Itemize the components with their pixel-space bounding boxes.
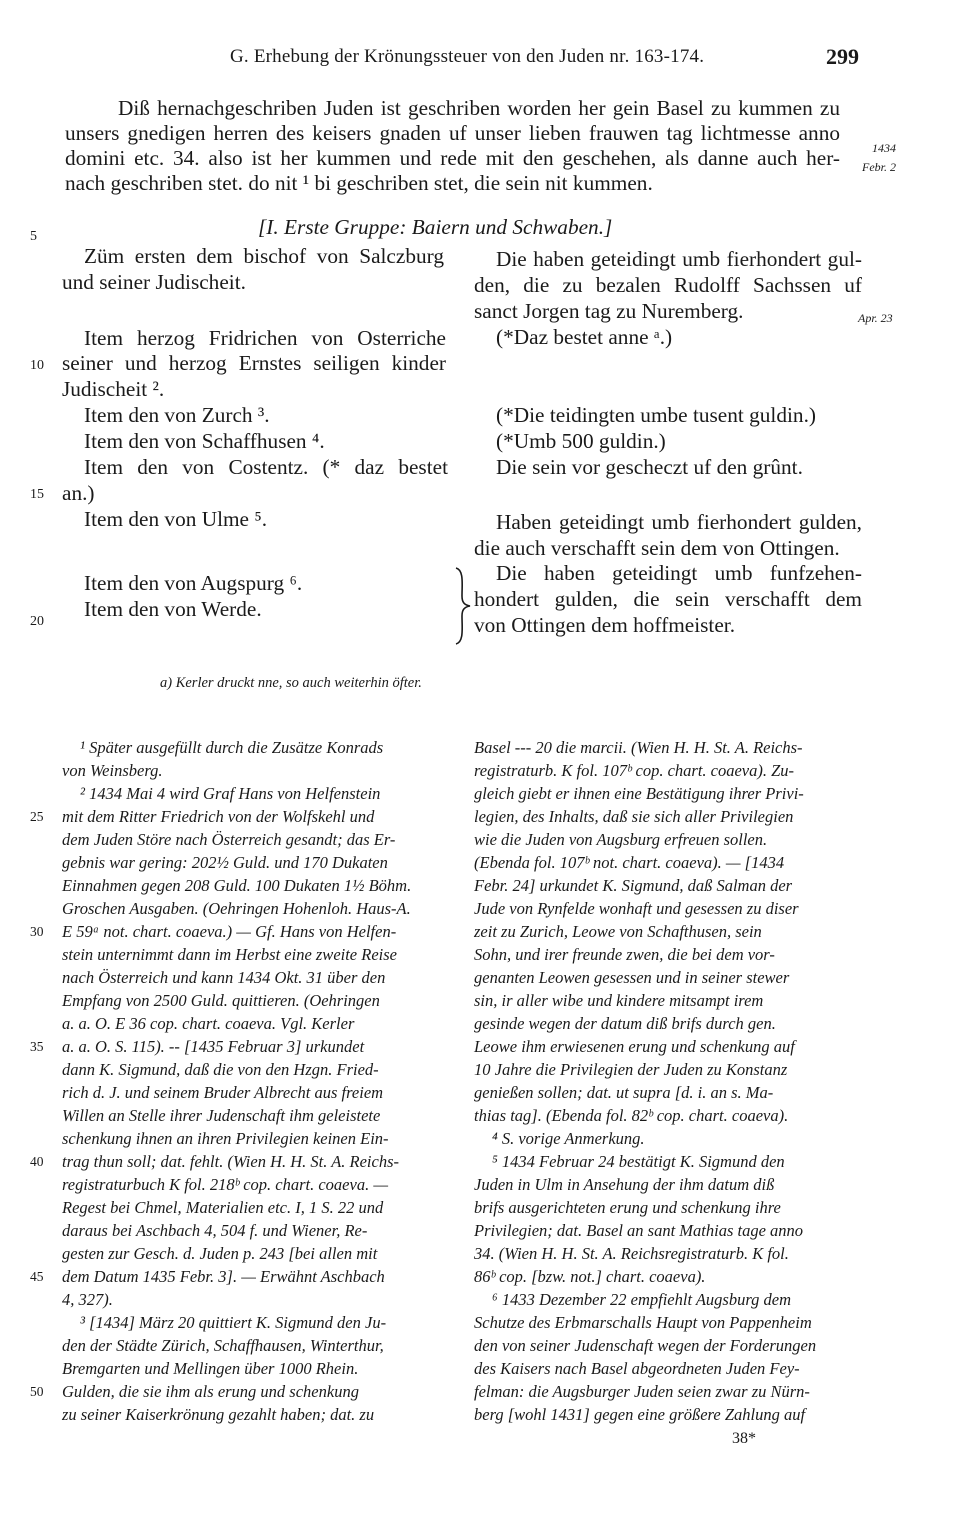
left-column-line: Item den von Werde. bbox=[84, 597, 262, 621]
footnote-line: Willen an Stelle ihrer Judenschaft ihm geleistete bbox=[62, 1106, 381, 1125]
right-column-line: (*Die teidingten umbe tusent guldin.) bbox=[496, 403, 816, 427]
left-column-line: Item den von Augspurg ⁶. bbox=[84, 571, 303, 595]
footnote-line: Febr. 24] urkundet K. Sigmund, daß Salman der bbox=[474, 876, 793, 895]
left-column-line: Züm ersten dem bischof von Salczburg bbox=[84, 244, 444, 268]
footnote-line: a. a. O. E 36 cop. chart. coaeva. Vgl. Kerler bbox=[62, 1014, 355, 1033]
right-column-line: Die haben geteidingt umb fierhondert gul- bbox=[496, 247, 862, 271]
intro-line: domini etc. 34. also ist her kummen und rede mit den geschehen, als danne auch her- bbox=[65, 146, 840, 170]
line-number: 5 bbox=[30, 229, 37, 244]
footnote-line: mit dem Ritter Friedrich von der Wolfskehl und bbox=[62, 807, 375, 826]
footnote-line: Empfang von 2500 Guld. quittieren. (Oehringen bbox=[62, 991, 380, 1010]
right-column-line: hondert gulden, die sein verschafft dem bbox=[474, 587, 862, 611]
footnote-line: stein unternimmt dann im Herbst eine zweite Reise bbox=[62, 945, 397, 964]
footnote-line: Bremgarten und Mellingen über 1000 Rhein. bbox=[62, 1359, 359, 1378]
footnote-line: (Ebenda fol. 107ᵇ not. chart. coaeva). — [1434 bbox=[474, 853, 785, 872]
footnote-line: ⁵ 1434 Februar 24 bestätigt K. Sigmund den bbox=[492, 1152, 785, 1171]
footnote-line: Regest bei Chmel, Materialien etc. I, 1 S. 22 und bbox=[62, 1198, 384, 1217]
footnote-line: a. a. O. S. 115). -- [1435 Februar 3] urkundet bbox=[62, 1037, 365, 1056]
footnote-line: genießen sollen; dat. ut supra [d. i. an s. Ma- bbox=[474, 1083, 774, 1102]
line-number: 45 bbox=[30, 1269, 44, 1284]
right-column-line: (*Umb 500 guldin.) bbox=[496, 429, 666, 453]
footnote-line: Privilegien; dat. Basel an sant Mathias tage anno bbox=[474, 1221, 804, 1240]
left-column-line: Item den von Ulme ⁵. bbox=[84, 507, 268, 531]
right-column-line: den, die zu bezalen Rudolff Sachssen uf bbox=[474, 273, 862, 297]
footnote-line: E 59ᵃ not. chart. coaeva.) — Gf. Hans von Helfen- bbox=[62, 922, 397, 941]
footnote-line: legien, des Inhalts, daß sie sich aller Privilegien bbox=[474, 807, 794, 826]
footnote-line: gleich giebt er ihnen eine Bestätigung ihrer Privi- bbox=[474, 784, 804, 803]
line-number: 25 bbox=[30, 809, 44, 824]
right-column-line: die auch verschafft sein dem von Ottingen. bbox=[474, 536, 840, 560]
footnote-line: dem Datum 1435 Febr. 3]. — Erwähnt Aschbach bbox=[62, 1267, 385, 1286]
footnote-line: wie die Juden von Augsburg erfreuen sollen. bbox=[474, 830, 768, 849]
footnote-line: ² 1434 Mai 4 wird Graf Hans von Helfenstein bbox=[80, 784, 381, 803]
line-number: 40 bbox=[30, 1154, 44, 1169]
footnote-line: trag thun soll; dat. fehlt. (Wien H. H. St. A. Reichs- bbox=[62, 1152, 399, 1171]
footnote-line: daraus bei Aschbach 4, 504 f. und Wiener, Re- bbox=[62, 1221, 368, 1240]
footnote-line: nach Österreich und kann 1434 Okt. 31 über den bbox=[62, 968, 386, 987]
footnote-line: schenkung ihnen an ihren Privilegien keinen Ein- bbox=[62, 1129, 389, 1148]
intro-line: unsers gnedigen herren des keisers gnaden uf unser lieben frauwen tag lichtmesse anno bbox=[65, 121, 840, 145]
left-column-line: Item den von Costentz. (* daz bestet bbox=[84, 455, 448, 479]
footnote-line: Gulden, die sie ihm als erung und schenkung bbox=[62, 1382, 359, 1401]
footnote-line: registraturbuch K fol. 218ᵇ cop. chart. coaeva. — bbox=[62, 1175, 389, 1194]
footnote-line: brifs ausgerichteten erung und schenkung ihre bbox=[474, 1198, 781, 1217]
right-column-line: sanct Jorgen tag zu Nuremberg. bbox=[474, 299, 744, 323]
line-number: 30 bbox=[30, 924, 44, 939]
intro-line: nach geschriben stet. do nit ¹ bi geschriben stet, die sein nit kummen. bbox=[65, 171, 653, 195]
footnote-line: Leowe ihm erwiesenen erung und schenkung auf bbox=[474, 1037, 795, 1056]
footnote-line: den der Städte Zürich, Schaffhausen, Winterthur, bbox=[62, 1336, 384, 1355]
footnote-line: zu seiner Kaiserkrönung gezahlt haben; dat. zu bbox=[62, 1405, 375, 1424]
footnote-line: felman: die Augsburger Juden seien zwar zu Nürn- bbox=[474, 1382, 810, 1401]
margin-date-febr: Febr. 2 bbox=[862, 160, 896, 174]
line-number: 35 bbox=[30, 1039, 44, 1054]
footnote-line: Basel --- 20 die marcii. (Wien H. H. St. A. Reichs- bbox=[474, 738, 803, 757]
footnote-line: gebnis war gering: 202½ Guld. und 170 Dukaten bbox=[62, 853, 388, 872]
footnote-line: Jude von Rynfelde wonhaft und gesessen zu diser bbox=[474, 899, 799, 918]
left-column-line: und seiner Judischeit. bbox=[62, 270, 246, 294]
footnote-line: 10 Jahre die Privilegien der Juden zu Konstanz bbox=[474, 1060, 788, 1079]
left-column-line: seiner und herzog Ernstes seiligen kinder bbox=[62, 351, 446, 375]
footnote-line: des Kaisers nach Basel abgeordneten Juden Fey- bbox=[474, 1359, 800, 1378]
footnote-line: von Weinsberg. bbox=[62, 761, 163, 780]
page-number: 299 bbox=[826, 44, 859, 69]
footnote-line: genanten Leowen gesessen und in seiner stewer bbox=[474, 968, 790, 987]
footnote-line: gesinde wegen der datum diß brifs durch gen. bbox=[474, 1014, 776, 1033]
page-header bbox=[0, 46, 960, 76]
footnote-line: ³ [1434] März 20 quittiert K. Sigmund den Ju- bbox=[80, 1313, 387, 1332]
left-column-line: Judischeit ². bbox=[62, 377, 165, 401]
footnote-line: rich d. J. und seinem Bruder Albrecht aus freiem bbox=[62, 1083, 384, 1102]
footnote-line: berg [wohl 1431] gegen eine größere Zahlung auf bbox=[474, 1405, 806, 1424]
footnote-line: Schutze des Erbmarschalls Haupt von Pappenheim bbox=[474, 1313, 812, 1332]
footnote-line: sin, ir aller wibe und kindere mitsampt irem bbox=[474, 991, 764, 1010]
footnote-line: 34. (Wien H. H. St. A. Reichsregistraturb. K fol. bbox=[474, 1244, 789, 1263]
line-number: 50 bbox=[30, 1384, 44, 1399]
right-column-line: (*Daz bestet anne ᵃ.) bbox=[496, 325, 673, 349]
right-column-line: Die sein vor gescheczt uf den grûnt. bbox=[496, 455, 803, 479]
footnote-line: ⁶ 1433 Dezember 22 empfiehlt Augsburg dem bbox=[492, 1290, 792, 1309]
grouping-brace bbox=[452, 566, 474, 646]
footnote-line: Juden in Ulm in Ansehung der ihm datum diß bbox=[474, 1175, 775, 1194]
footnote-line: dem Juden Störe nach Österreich gesandt; das Er- bbox=[62, 830, 396, 849]
footnote-line: ⁴ S. vorige Anmerkung. bbox=[492, 1129, 645, 1148]
left-column-line: an.) bbox=[62, 481, 95, 505]
footnote-line: gesten zur Gesch. d. Juden p. 243 [bei allen mit bbox=[62, 1244, 378, 1263]
left-column-line: Item den von Schaffhusen ⁴. bbox=[84, 429, 325, 453]
footnote-line: ¹ Später ausgefüllt durch die Zusätze Konrads bbox=[80, 738, 384, 757]
right-column-line: Haben geteidingt umb fierhondert gulden, bbox=[496, 510, 862, 534]
footnote-line: 86ᵇ cop. [bzw. not.] chart. coaeva). bbox=[474, 1267, 706, 1286]
line-number: 15 bbox=[30, 487, 44, 502]
footnote-line: dann K. Sigmund, daß die von den Hzgn. Fried- bbox=[62, 1060, 379, 1079]
footnote-line: Sohn, und irer freunde zwen, die bei dem vor- bbox=[474, 945, 775, 964]
margin-year: 1434 bbox=[872, 141, 896, 155]
right-column-line: von Ottingen dem hoffmeister. bbox=[474, 613, 736, 637]
footnote-line: 4, 327). bbox=[62, 1290, 113, 1309]
signature-mark: 38* bbox=[732, 1430, 756, 1447]
footnote-line: thias tag]. (Ebenda fol. 82ᵇ cop. chart. coaeva). bbox=[474, 1106, 789, 1125]
line-number: 20 bbox=[30, 614, 44, 629]
section-heading: [I. Erste Gruppe: Baiern und Schwaben.] bbox=[258, 215, 613, 239]
left-column-line: Item herzog Fridrichen von Osterriche bbox=[84, 326, 446, 350]
margin-date-apr: Apr. 23 bbox=[858, 311, 893, 325]
footnote-line: Groschen Ausgaben. (Oehringen Hohenloh. Haus-A. bbox=[62, 899, 411, 918]
running-head: G. Erhebung der Krönungssteuer von den Juden nr. 163-174. bbox=[230, 46, 705, 67]
footnote-line: registraturb. K fol. 107ᵇ cop. chart. coaeva). Zu- bbox=[474, 761, 795, 780]
footnote-line: Einnahmen gegen 208 Guld. 100 Dukaten 1½ Böhm. bbox=[62, 876, 412, 895]
footnote-line: den von seiner Judenschaft wegen der Forderungen bbox=[474, 1336, 817, 1355]
textual-note: a) Kerler druckt nne, so auch weiterhin öfter. bbox=[160, 675, 422, 691]
right-column-line: Die haben geteidingt umb funfzehen- bbox=[496, 561, 862, 585]
intro-line: Diß hernachgeschriben Juden ist geschriben worden her gein Basel zu kummen zu bbox=[118, 96, 840, 120]
footnote-line: zeit zu Zurich, Leowe von Schafthusen, sein bbox=[474, 922, 762, 941]
left-column-line: Item den von Zurch ³. bbox=[84, 403, 270, 427]
line-number: 10 bbox=[30, 358, 44, 373]
